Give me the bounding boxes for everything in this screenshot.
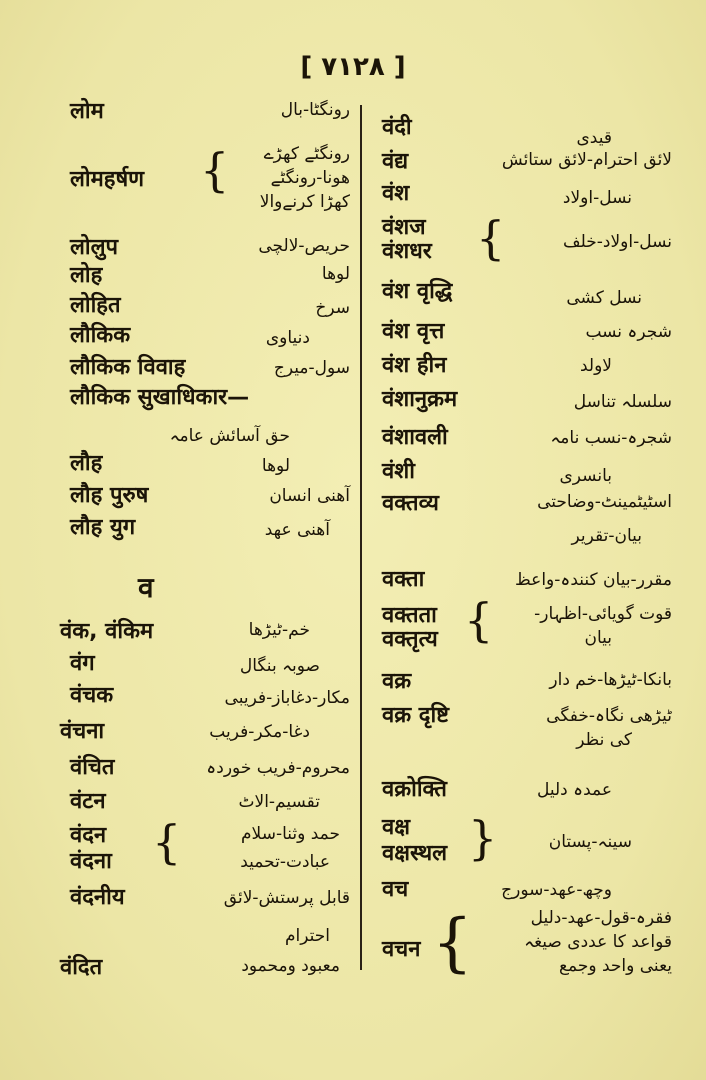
gloss: قواعد کا عددی صیغہ xyxy=(524,932,672,952)
headword: वक्तृत्य xyxy=(382,627,438,652)
headword: वच xyxy=(382,877,409,902)
gloss: آھنی انسان xyxy=(269,486,350,506)
headword: वंग xyxy=(70,651,95,676)
headword: वंशानुक्रम xyxy=(382,387,458,412)
gloss: سرخ xyxy=(315,298,350,318)
gloss: بانکا-ٹیڑھا-خم دار xyxy=(549,670,672,690)
gloss: سول-میرج xyxy=(273,358,350,378)
gloss: رونگٹا-بال xyxy=(280,100,350,120)
gloss: حریص-لالچی xyxy=(258,236,350,256)
gloss: نسل-اولاد-خلف xyxy=(563,232,672,252)
brace: } xyxy=(468,811,498,865)
gloss: عبادت-تحمید xyxy=(240,852,330,872)
gloss: محروم-فریب خوردہ xyxy=(206,758,350,778)
headword: वंचित xyxy=(70,755,115,780)
headword: लौकिक सुखाधिकार— xyxy=(70,385,250,410)
headword: वक्र दृष्टि xyxy=(382,703,450,728)
gloss: مکار-دغاباز-فریبی xyxy=(224,688,350,708)
headword: वंदन xyxy=(70,823,107,848)
headword: वंशधर xyxy=(382,239,432,264)
gloss: ھونا-رونگٹے xyxy=(270,168,350,188)
gloss: خم-ٹیڑھا xyxy=(248,620,310,640)
gloss: حمد وثنا-سلام xyxy=(241,824,340,844)
brace: { xyxy=(200,143,230,197)
gloss: شجرہ-نسب نامہ xyxy=(550,428,672,448)
gloss: تقسیم-الاٹ xyxy=(238,792,320,812)
headword: वक्र xyxy=(382,669,412,694)
column-divider xyxy=(360,105,362,970)
headword: वंदना xyxy=(70,849,112,874)
gloss: قوت گویائی-اظہار- xyxy=(534,604,672,624)
headword: वंक, वंकिम xyxy=(60,619,154,644)
headword: लौकिक xyxy=(70,323,131,348)
headword: वक्रोक्ति xyxy=(382,777,447,802)
section-letter: व xyxy=(138,571,154,604)
headword: वंश वृद्धि xyxy=(382,279,453,304)
headword: वंदनीय xyxy=(70,885,125,910)
headword: वंदित xyxy=(60,955,103,980)
gloss: قابل پرستش-لائق xyxy=(223,888,350,908)
gloss: سینہ-پستان xyxy=(548,832,632,852)
brace: { xyxy=(432,906,473,980)
gloss: ٹیڑھی نگاہ-خفگی xyxy=(546,706,672,726)
gloss: لائق احترام-لائق ستائش xyxy=(501,150,672,170)
gloss: دنیاوی xyxy=(265,328,310,348)
gloss: فقرہ-قول-عھد-دلیل xyxy=(530,908,672,928)
headword: लौह पुरुष xyxy=(70,483,149,508)
headword: वंशज xyxy=(382,215,426,240)
headword: वंशावली xyxy=(382,425,448,450)
headword: लौह xyxy=(70,451,103,476)
headword: वक्ष xyxy=(382,815,411,840)
headword: लोमहर्षण xyxy=(70,167,145,192)
gloss: بیان xyxy=(584,628,612,648)
gloss: قیدی xyxy=(576,128,612,148)
headword: वक्तता xyxy=(382,603,437,628)
headword: वक्ता xyxy=(382,567,425,592)
gloss: وچھ-عھد-سورج xyxy=(501,880,612,900)
gloss: کی نظر xyxy=(576,730,632,750)
gloss: بانسری xyxy=(559,466,612,486)
gloss: رونگٹے کھڑے xyxy=(263,144,350,164)
headword: वंश वृत्त xyxy=(382,319,445,344)
headword: वंचना xyxy=(60,719,105,744)
gloss: بیان-تقریر xyxy=(571,526,642,546)
gloss: لاولد xyxy=(579,356,612,376)
brace: { xyxy=(152,815,182,869)
gloss: معبود ومحمود xyxy=(241,956,340,976)
headword: वंशी xyxy=(382,459,415,484)
gloss: اسٹیٹمینٹ-وضاحتی xyxy=(537,492,672,512)
brace: { xyxy=(464,593,494,647)
gloss: شجرہ نسب xyxy=(585,322,672,342)
headword: लोह xyxy=(70,263,103,288)
brace: { xyxy=(476,211,506,265)
gloss: دغا-مکر-فریب xyxy=(209,722,310,742)
gloss: احترام xyxy=(285,926,330,946)
headword: लोलुप xyxy=(70,235,119,260)
headword: वंश xyxy=(382,181,410,206)
gloss: مقرر-بیان کنندہ-واعظ xyxy=(515,570,672,590)
gloss: سلسلہ تناسل xyxy=(573,392,672,412)
gloss: لوھا xyxy=(261,456,290,476)
headword: वक्तव्य xyxy=(382,491,439,516)
gloss: لوھا xyxy=(321,264,350,284)
headword: वंटन xyxy=(70,789,106,814)
headword: लौह युग xyxy=(70,515,136,540)
gloss: یعنی واحد وجمع xyxy=(559,956,672,976)
gloss: حق آسائش عامہ xyxy=(169,426,290,446)
gloss: کھڑا کرنےوالا xyxy=(259,192,350,212)
page-number-header: [ ۷۱۲۸ ] xyxy=(300,52,406,82)
headword: लौकिक विवाह xyxy=(70,355,186,380)
gloss: آھنی عھد xyxy=(264,520,330,540)
headword: वंदी xyxy=(382,115,412,140)
headword: लोहित xyxy=(70,293,121,318)
gloss: عمدہ دلیل xyxy=(536,780,612,800)
headword: वंद्य xyxy=(382,149,409,174)
gloss: نسل کشی xyxy=(566,288,642,308)
headword: लोम xyxy=(70,99,104,124)
headword: वक्षस्थल xyxy=(382,841,448,866)
headword: वंचक xyxy=(70,683,114,708)
headword: वचन xyxy=(382,937,421,962)
headword: वंश हीन xyxy=(382,353,447,378)
gloss: نسل-اولاد xyxy=(562,188,632,208)
gloss: صوبہ بنگال xyxy=(239,656,320,676)
